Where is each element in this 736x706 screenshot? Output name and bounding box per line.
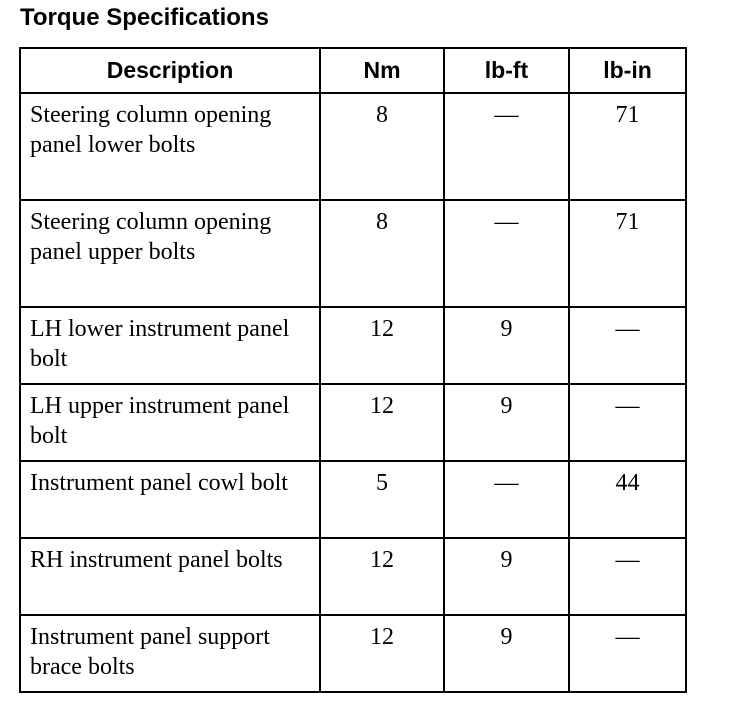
table-row bbox=[20, 307, 686, 384]
cell-description: RH instrument panel bolts bbox=[20, 538, 320, 615]
cell-lb-ft: 9 bbox=[444, 307, 569, 384]
table-row bbox=[20, 93, 686, 200]
table-row bbox=[20, 538, 686, 615]
cell-nm: 8 bbox=[320, 200, 444, 307]
cell-lb-in: — bbox=[569, 384, 686, 461]
cell-lb-in: — bbox=[569, 307, 686, 384]
column-header-description: Description bbox=[20, 48, 320, 93]
table-row bbox=[20, 384, 686, 461]
page-title: Torque Specifications bbox=[20, 4, 269, 31]
cell-nm: 5 bbox=[320, 461, 444, 538]
column-header-lb-in: lb-in bbox=[569, 48, 686, 93]
cell-nm: 12 bbox=[320, 615, 444, 692]
cell-description: LH lower instrument panel bolt bbox=[20, 307, 320, 384]
cell-lb-ft: 9 bbox=[444, 615, 569, 692]
cell-nm: 8 bbox=[320, 93, 444, 200]
cell-description: Steering column opening panel lower bolts bbox=[20, 93, 320, 200]
cell-lb-ft: — bbox=[444, 93, 569, 200]
cell-description: Instrument panel cowl bolt bbox=[20, 461, 320, 538]
table-row bbox=[20, 200, 686, 307]
cell-nm: 12 bbox=[320, 307, 444, 384]
table-header-row bbox=[20, 48, 686, 93]
column-header-nm: Nm bbox=[320, 48, 444, 93]
cell-description: Steering column opening panel upper bolts bbox=[20, 200, 320, 307]
table-row bbox=[20, 615, 686, 692]
cell-nm: 12 bbox=[320, 384, 444, 461]
cell-lb-ft: — bbox=[444, 461, 569, 538]
table-row bbox=[20, 461, 686, 538]
cell-lb-ft: — bbox=[444, 200, 569, 307]
cell-lb-in: 71 bbox=[569, 93, 686, 200]
cell-lb-in: 71 bbox=[569, 200, 686, 307]
cell-description: LH upper instrument panel bolt bbox=[20, 384, 320, 461]
cell-nm: 12 bbox=[320, 538, 444, 615]
cell-lb-ft: 9 bbox=[444, 538, 569, 615]
cell-description: Instrument panel support brace bolts bbox=[20, 615, 320, 692]
cell-lb-ft: 9 bbox=[444, 384, 569, 461]
cell-lb-in: — bbox=[569, 615, 686, 692]
cell-lb-in: 44 bbox=[569, 461, 686, 538]
torque-spec-table bbox=[19, 47, 687, 693]
cell-lb-in: — bbox=[569, 538, 686, 615]
column-header-lb-ft: lb-ft bbox=[444, 48, 569, 93]
